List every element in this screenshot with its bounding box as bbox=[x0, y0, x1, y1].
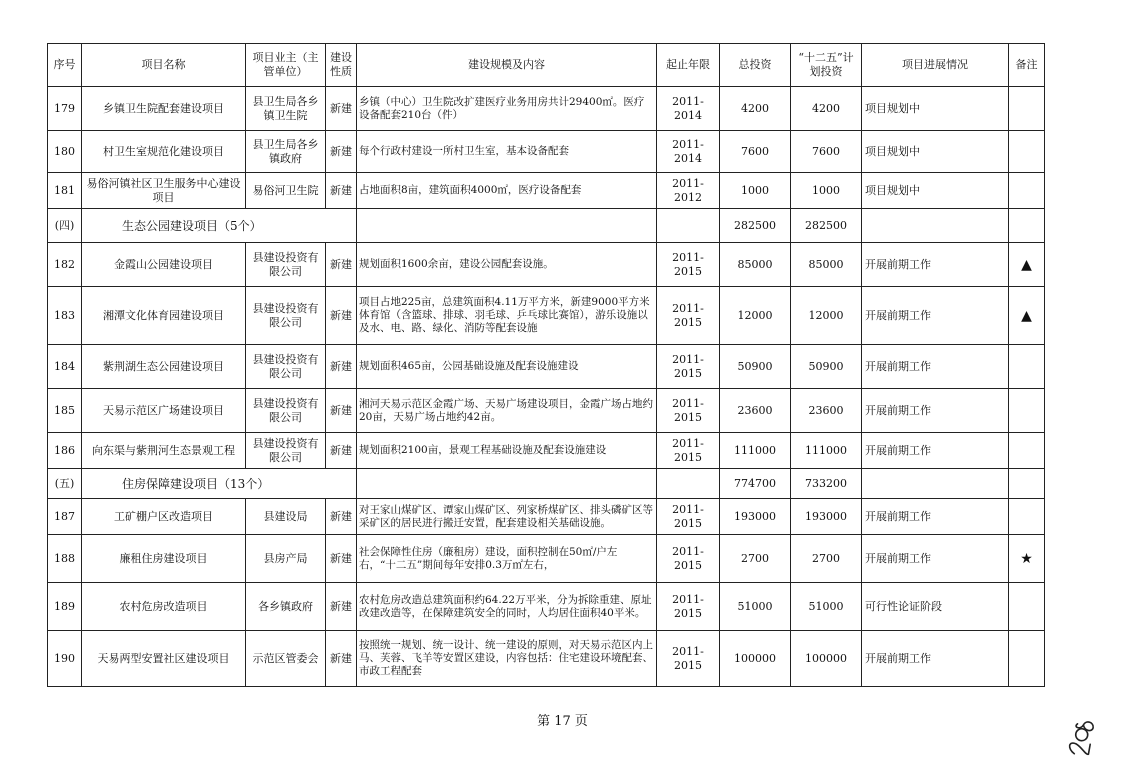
cell-no: 189 bbox=[48, 583, 82, 631]
cell-nature: 新建 bbox=[326, 131, 357, 173]
cell-remark bbox=[1009, 583, 1045, 631]
table-row bbox=[48, 173, 1045, 209]
cell-scope: 湘河天易示范区金霞广场、天易广场建设项目，金霞广场占地约20亩，天易广场占地约42亩。 bbox=[357, 389, 657, 433]
cell-progress: 开展前期工作 bbox=[862, 631, 1009, 687]
header-plan: “十二五”计划投资 bbox=[791, 44, 862, 87]
cell-name: 易俗河镇社区卫生服务中心建设项目 bbox=[82, 173, 246, 209]
cell-total: 111000 bbox=[720, 433, 791, 469]
cell-owner: 县卫生局各乡镇卫生院 bbox=[246, 87, 326, 131]
section-plan: 282500 bbox=[791, 209, 862, 243]
section-title: 生态公园建设项目（5个） bbox=[82, 209, 357, 243]
cell-remark bbox=[1009, 345, 1045, 389]
cell-total: 4200 bbox=[720, 87, 791, 131]
cell-owner: 县建设局 bbox=[246, 499, 326, 535]
table-row bbox=[48, 345, 1045, 389]
section-remark-empty bbox=[1009, 209, 1045, 243]
cell-total: 100000 bbox=[720, 631, 791, 687]
cell-progress: 开展前期工作 bbox=[862, 287, 1009, 345]
cell-name: 村卫生室规范化建设项目 bbox=[82, 131, 246, 173]
cell-total: 50900 bbox=[720, 345, 791, 389]
cell-plan: 50900 bbox=[791, 345, 862, 389]
cell-no: 183 bbox=[48, 287, 82, 345]
cell-remark bbox=[1009, 433, 1045, 469]
cell-total: 2700 bbox=[720, 535, 791, 583]
cell-nature: 新建 bbox=[326, 287, 357, 345]
cell-period: 2011-2015 bbox=[657, 243, 720, 287]
cell-nature: 新建 bbox=[326, 173, 357, 209]
cell-period: 2011-2015 bbox=[657, 583, 720, 631]
cell-name: 向东渠与紫荆河生态景观工程 bbox=[82, 433, 246, 469]
cell-nature: 新建 bbox=[326, 631, 357, 687]
table-row bbox=[48, 131, 1045, 173]
cell-plan: 23600 bbox=[791, 389, 862, 433]
cell-owner: 县建设投资有限公司 bbox=[246, 287, 326, 345]
cell-nature: 新建 bbox=[326, 535, 357, 583]
cell-total: 23600 bbox=[720, 389, 791, 433]
cell-remark bbox=[1009, 87, 1045, 131]
table-row bbox=[48, 243, 1045, 287]
section-number: (四) bbox=[48, 209, 82, 243]
project-table-sheet bbox=[47, 43, 1045, 687]
cell-progress: 开展前期工作 bbox=[862, 389, 1009, 433]
header-owner: 项目业主（主管单位） bbox=[246, 44, 326, 87]
cell-name: 廉租住房建设项目 bbox=[82, 535, 246, 583]
cell-owner: 县建设投资有限公司 bbox=[246, 389, 326, 433]
project-table bbox=[47, 43, 1045, 687]
cell-plan: 12000 bbox=[791, 287, 862, 345]
section-total: 774700 bbox=[720, 469, 791, 499]
header-progress: 项目进展情况 bbox=[862, 44, 1009, 87]
cell-period: 2011-2015 bbox=[657, 499, 720, 535]
table-row bbox=[48, 287, 1045, 345]
handwritten-page-mark bbox=[1063, 715, 1103, 763]
section-progress-empty bbox=[862, 469, 1009, 499]
cell-scope: 规划面积1600余亩，建设公园配套设施。 bbox=[357, 243, 657, 287]
table-row bbox=[48, 87, 1045, 131]
cell-nature: 新建 bbox=[326, 243, 357, 287]
section-progress-empty bbox=[862, 209, 1009, 243]
cell-progress: 项目规划中 bbox=[862, 173, 1009, 209]
cell-no: 181 bbox=[48, 173, 82, 209]
cell-owner: 县建设投资有限公司 bbox=[246, 433, 326, 469]
cell-owner: 各乡镇政府 bbox=[246, 583, 326, 631]
cell-remark bbox=[1009, 631, 1045, 687]
cell-period: 2011-2014 bbox=[657, 131, 720, 173]
cell-scope: 规划面积2100亩，景观工程基础设施及配套设施建设 bbox=[357, 433, 657, 469]
cell-total: 7600 bbox=[720, 131, 791, 173]
cell-scope: 对王家山煤矿区、谭家山煤矿区、列家桥煤矿区、排头磷矿区等采矿区的居民进行搬迁安置，配套建设相关基础设施。 bbox=[357, 499, 657, 535]
table-row bbox=[48, 499, 1045, 535]
section-scope-empty bbox=[357, 209, 657, 243]
header-total: 总投资 bbox=[720, 44, 791, 87]
cell-progress: 项目规划中 bbox=[862, 131, 1009, 173]
cell-scope: 农村危房改造总建筑面积约64.22万平米，分为拆除重建、原址改建改造等，在保障建筑安全的同时，人均居住面积40平米。 bbox=[357, 583, 657, 631]
cell-no: 187 bbox=[48, 499, 82, 535]
cell-no: 190 bbox=[48, 631, 82, 687]
cell-plan: 7600 bbox=[791, 131, 862, 173]
cell-period: 2011-2012 bbox=[657, 173, 720, 209]
table-row bbox=[48, 583, 1045, 631]
cell-period: 2011-2015 bbox=[657, 433, 720, 469]
cell-owner: 县建设投资有限公司 bbox=[246, 345, 326, 389]
cell-plan: 51000 bbox=[791, 583, 862, 631]
cell-name: 天易两型安置社区建设项目 bbox=[82, 631, 246, 687]
cell-name: 乡镇卫生院配套建设项目 bbox=[82, 87, 246, 131]
cell-nature: 新建 bbox=[326, 87, 357, 131]
cell-period: 2011-2015 bbox=[657, 287, 720, 345]
table-row bbox=[48, 433, 1045, 469]
cell-plan: 4200 bbox=[791, 87, 862, 131]
cell-period: 2011-2014 bbox=[657, 87, 720, 131]
section-row bbox=[48, 209, 1045, 243]
cell-name: 工矿棚户区改造项目 bbox=[82, 499, 246, 535]
table-row bbox=[48, 631, 1045, 687]
cell-nature: 新建 bbox=[326, 583, 357, 631]
cell-plan: 1000 bbox=[791, 173, 862, 209]
cell-period: 2011-2015 bbox=[657, 535, 720, 583]
cell-owner: 县建设投资有限公司 bbox=[246, 243, 326, 287]
cell-no: 186 bbox=[48, 433, 82, 469]
cell-progress: 开展前期工作 bbox=[862, 243, 1009, 287]
header-remark: 备注 bbox=[1009, 44, 1045, 87]
cell-scope: 乡镇（中心）卫生院改扩建医疗业务用房共计29400㎡。医疗设备配套210台（件） bbox=[357, 87, 657, 131]
header-period: 起止年限 bbox=[657, 44, 720, 87]
cell-no: 179 bbox=[48, 87, 82, 131]
cell-nature: 新建 bbox=[326, 389, 357, 433]
cell-total: 85000 bbox=[720, 243, 791, 287]
cell-period: 2011-2015 bbox=[657, 631, 720, 687]
cell-remark bbox=[1009, 389, 1045, 433]
cell-owner: 县房产局 bbox=[246, 535, 326, 583]
cell-name: 湘潭文化体育园建设项目 bbox=[82, 287, 246, 345]
cell-progress: 项目规划中 bbox=[862, 87, 1009, 131]
cell-total: 12000 bbox=[720, 287, 791, 345]
cell-name: 农村危房改造项目 bbox=[82, 583, 246, 631]
table-row bbox=[48, 535, 1045, 583]
cell-remark: ▲ bbox=[1009, 287, 1045, 345]
cell-name: 天易示范区广场建设项目 bbox=[82, 389, 246, 433]
cell-no: 184 bbox=[48, 345, 82, 389]
cell-name: 紫荆湖生态公园建设项目 bbox=[82, 345, 246, 389]
cell-period: 2011-2015 bbox=[657, 345, 720, 389]
cell-progress: 开展前期工作 bbox=[862, 345, 1009, 389]
cell-period: 2011-2015 bbox=[657, 389, 720, 433]
cell-progress: 开展前期工作 bbox=[862, 433, 1009, 469]
cell-scope: 占地面积8亩，建筑面积4000㎡，医疗设备配套 bbox=[357, 173, 657, 209]
cell-remark: ★ bbox=[1009, 535, 1045, 583]
cell-nature: 新建 bbox=[326, 345, 357, 389]
section-title: 住房保障建设项目（13个） bbox=[82, 469, 357, 499]
cell-plan: 111000 bbox=[791, 433, 862, 469]
header-row bbox=[48, 44, 1045, 87]
cell-progress: 开展前期工作 bbox=[862, 535, 1009, 583]
cell-name: 金霞山公园建设项目 bbox=[82, 243, 246, 287]
section-number: (五) bbox=[48, 469, 82, 499]
cell-plan: 2700 bbox=[791, 535, 862, 583]
cell-scope: 规划面积465亩，公园基础设施及配套设施建设 bbox=[357, 345, 657, 389]
cell-remark bbox=[1009, 131, 1045, 173]
section-row bbox=[48, 469, 1045, 499]
cell-total: 1000 bbox=[720, 173, 791, 209]
cell-scope: 项目占地225亩，总建筑面积4.11万平方米，新建9000平方米体育馆（含篮球、排球、羽毛球、乒乓球比赛馆），游乐设施以及水、电、路、绿化、消防等配套设施 bbox=[357, 287, 657, 345]
cell-total: 193000 bbox=[720, 499, 791, 535]
section-plan: 733200 bbox=[791, 469, 862, 499]
cell-owner: 县卫生局各乡镇政府 bbox=[246, 131, 326, 173]
cell-remark: ▲ bbox=[1009, 243, 1045, 287]
cell-progress: 开展前期工作 bbox=[862, 499, 1009, 535]
cell-no: 185 bbox=[48, 389, 82, 433]
cell-owner: 示范区管委会 bbox=[246, 631, 326, 687]
cell-scope: 按照统一规划、统一设计、统一建设的原则，对天易示范区内上马、芙蓉、飞羊等安置区建设，内容包括：住宅建设环境配套、市政工程配套 bbox=[357, 631, 657, 687]
cell-no: 188 bbox=[48, 535, 82, 583]
table-row bbox=[48, 389, 1045, 433]
section-remark-empty bbox=[1009, 469, 1045, 499]
section-period-empty bbox=[657, 469, 720, 499]
header-no: 序号 bbox=[48, 44, 82, 87]
section-period-empty bbox=[657, 209, 720, 243]
cell-remark bbox=[1009, 499, 1045, 535]
page-number: 第 17 页 bbox=[537, 714, 588, 729]
header-name: 项目名称 bbox=[82, 44, 246, 87]
cell-no: 182 bbox=[48, 243, 82, 287]
header-scope: 建设规模及内容 bbox=[357, 44, 657, 87]
cell-plan: 100000 bbox=[791, 631, 862, 687]
cell-nature: 新建 bbox=[326, 433, 357, 469]
section-total: 282500 bbox=[720, 209, 791, 243]
cell-remark bbox=[1009, 173, 1045, 209]
cell-nature: 新建 bbox=[326, 499, 357, 535]
cell-scope: 每个行政村建设一所村卫生室，基本设备配套 bbox=[357, 131, 657, 173]
cell-total: 51000 bbox=[720, 583, 791, 631]
section-scope-empty bbox=[357, 469, 657, 499]
cell-scope: 社会保障性住房（廉租房）建设，面积控制在50㎡/户左右，“十二五”期间每年安排0.3万㎡左右， bbox=[357, 535, 657, 583]
cell-progress: 可行性论证阶段 bbox=[862, 583, 1009, 631]
cell-no: 180 bbox=[48, 131, 82, 173]
cell-plan: 193000 bbox=[791, 499, 862, 535]
header-nature: 建设性质 bbox=[326, 44, 357, 87]
cell-plan: 85000 bbox=[791, 243, 862, 287]
cell-owner: 易俗河卫生院 bbox=[246, 173, 326, 209]
